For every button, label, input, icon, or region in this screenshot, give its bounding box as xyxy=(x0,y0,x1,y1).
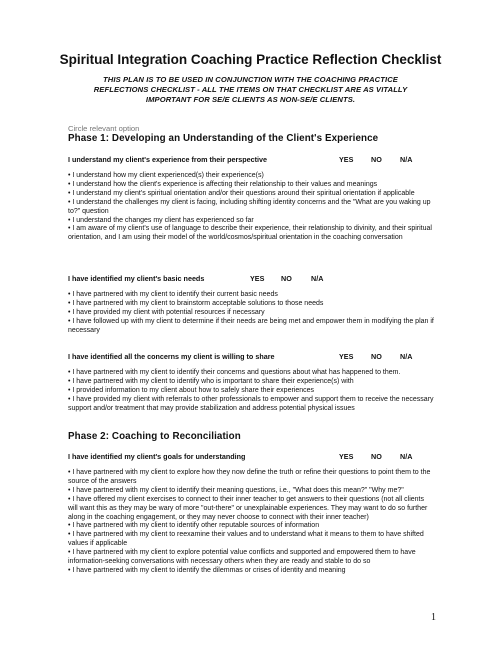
option-na[interactable]: N/A xyxy=(400,352,413,361)
checklist-item: • I have provided my client with referrals to other professionals to empower and support them to receive the necessary support and/or treatment that may provide stabilization and address potential physical issues xyxy=(68,395,434,412)
question-goals-understanding: I have identified my client's goals for understanding xyxy=(68,452,246,461)
phase-1-heading: Phase 1: Developing an Understanding of the Client's Experience xyxy=(68,133,379,144)
option-na[interactable]: N/A xyxy=(400,155,413,164)
checklist-item: • I have offered my client exercises to connect to their inner teacher to get answers to their questions (not all clients will want this as they may be wary of more "out-there" or unexplainable experiences. They may want to do so further along in the coaching engagement, or they may never choose to connect with their inner teacher) xyxy=(68,495,428,521)
checklist-item: • I have partnered with my client to brainstorm acceptable solutions to those needs xyxy=(68,299,324,307)
checklist-items-basic-needs xyxy=(68,291,434,336)
option-yes[interactable]: YES xyxy=(339,452,354,461)
option-no[interactable]: NO xyxy=(281,274,292,283)
checklist-item: • I have partnered with my client to explore potential value conflicts and supported and empowered them to have information-seeking conversations with necessary others when they are ready and stable to do so xyxy=(68,549,416,566)
option-no[interactable]: NO xyxy=(371,452,382,461)
option-na[interactable]: N/A xyxy=(400,452,413,461)
checklist-items-concerns xyxy=(68,369,434,414)
checklist-items-experience xyxy=(68,172,434,243)
question-concerns: I have identified all the concerns my client is willing to share xyxy=(68,352,275,361)
option-yes[interactable]: YES xyxy=(339,352,354,361)
circle-instruction: Circle relevant option xyxy=(68,124,140,133)
checklist-item: • I have provided my client with potential resources if necessary xyxy=(68,308,265,316)
checklist-item: • I understand the changes my client has experienced so far xyxy=(68,216,254,224)
question-basic-needs: I have identified my client's basic needs xyxy=(68,274,205,283)
checklist-item: • I understand the challenges my client is facing, including shifting identity concerns and the "What are you waking up to?" question xyxy=(68,198,431,215)
checklist-item: • I have partnered with my client to identify their current basic needs xyxy=(68,291,278,298)
checklist-item: • I am aware of my client's use of language to describe their experience, their relationship to divinity, and their spiritual orientation, and I am using their model of the world/cosmos/spiritual orientation in the coaching conversation xyxy=(68,225,432,242)
checklist-item: • I provided information to my client about how to safely share their experiences xyxy=(68,386,315,394)
checklist-item: • I have partnered with my client to identify their concerns and questions about what has happened to them. xyxy=(68,369,401,376)
option-no[interactable]: NO xyxy=(371,155,382,164)
page-number: 1 xyxy=(431,612,436,623)
checklist-item: • I understand how my client experienced(s) their experience(s) xyxy=(68,172,264,179)
option-yes[interactable]: YES xyxy=(250,274,265,283)
option-na[interactable]: N/A xyxy=(311,274,324,283)
checklist-item: • I understand my client's spiritual orientation and/or their questions around their spiritual orientation if applicable xyxy=(68,189,415,197)
checklist-item: • I have followed up with my client to determine if their needs are being met and empower them in modifying the plan if necessary xyxy=(68,317,434,334)
checklist-item: • I have partnered with my client to identify their meaning questions, i.e., "What does this mean?" "Why me?" xyxy=(68,486,404,494)
option-yes[interactable]: YES xyxy=(339,155,354,164)
checklist-item: • I have partnered with my client to identify other reputable sources of information xyxy=(68,522,320,530)
option-no[interactable]: NO xyxy=(371,352,382,361)
checklist-item: • I have partnered with my client to identify who is important to share their experience(s) with xyxy=(68,377,354,385)
intro-note: THIS PLAN IS TO BE USED IN CONJUNCTION WITH THE COACHING PRACTICE REFLECTIONS CHECKLIST - ALL THE ITEMS ON THAT CHECKLIST ARE AS VITALLY IMPORTANT FOR SE/E CLIENTS AS NON-SE/E CLIENTS. xyxy=(93,75,408,104)
checklist-item: • I have partnered with my client to reexamine their values and to understand what it means to them to have shifted values if applicable xyxy=(68,531,424,548)
checklist-item: • I understand how the client's experience is affecting their relationship to their values and meanings xyxy=(68,180,378,188)
checklist-items-goals xyxy=(68,469,434,576)
page-title: Spiritual Integration Coaching Practice Reflection Checklist xyxy=(59,52,442,67)
checklist-item: • I have partnered with my client to explore how they now define the truth or refine their questions to point them to the source of the answers xyxy=(68,469,431,485)
phase-2-heading: Phase 2: Coaching to Reconciliation xyxy=(68,431,241,442)
checklist-item: • I have partnered with my client to identify the dilemmas or crises of identity and meaning xyxy=(68,566,346,574)
question-understand-experience: I understand my client's experience from their perspective xyxy=(68,155,268,164)
